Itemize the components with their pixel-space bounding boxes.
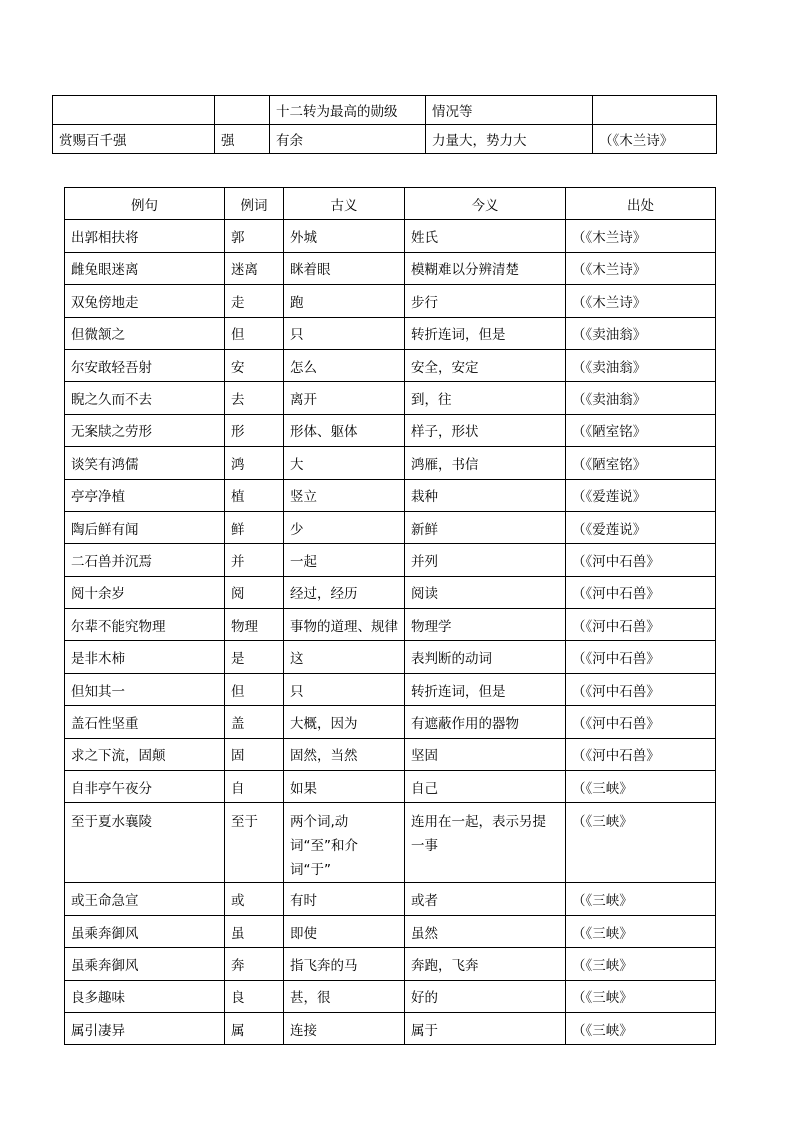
example-sentence-cell: 亭亭净植 (65, 479, 225, 511)
ancient-meaning-cell: 眯着眼 (284, 252, 405, 284)
modern-meaning-cell: 表判断的动词 (405, 641, 566, 673)
modern-meaning-cell: 转折连词，但是 (405, 317, 566, 349)
source-cell: （《河中石兽》 (566, 544, 716, 576)
table-row (65, 317, 716, 349)
source-cell: （《卖油翁》 (566, 317, 716, 349)
source-cell: （《陋室铭》 (566, 414, 716, 446)
table-row (65, 706, 716, 738)
ancient-meaning-cell: 经过，经历 (284, 576, 405, 608)
example-word-cell: 是 (225, 641, 284, 673)
header-example-sentence: 例句 (65, 188, 225, 220)
example-word-cell: 奔 (225, 948, 284, 980)
example-word-cell: 安 (225, 349, 284, 381)
ancient-meaning-cell: 这 (284, 641, 405, 673)
table-row (65, 220, 716, 252)
modern-meaning-cell: 自己 (405, 771, 566, 803)
example-sentence-cell (53, 96, 215, 125)
source-cell: （《河中石兽》 (566, 738, 716, 770)
source-cell: （《木兰诗》 (566, 285, 716, 317)
modern-meaning-cell: 奔跑，飞奔 (405, 948, 566, 980)
example-word-cell: 自 (225, 771, 284, 803)
table-row (65, 479, 716, 511)
top-table-fragment (52, 95, 717, 154)
ancient-meaning-cell: 有余 (270, 125, 426, 154)
modern-meaning-cell: 有遮蔽作用的器物 (405, 706, 566, 738)
ancient-meaning-cell: 少 (284, 511, 405, 543)
source-cell: （《爱莲说》 (566, 511, 716, 543)
table-row (65, 609, 716, 641)
source-cell: （《陋室铭》 (566, 447, 716, 479)
ancient-meaning-cell: 离开 (284, 382, 405, 414)
example-sentence-cell: 陶后鲜有闻 (65, 511, 225, 543)
table-row (65, 349, 716, 381)
ancient-meaning-cell: 事物的道理、规律 (284, 609, 405, 641)
source-cell: （《木兰诗》 (566, 252, 716, 284)
example-sentence-cell: 尔辈不能究物理 (65, 609, 225, 641)
source-cell (593, 96, 717, 125)
table-row (65, 382, 716, 414)
example-word-cell: 盖 (225, 706, 284, 738)
modern-meaning-cell: 模糊难以分辨清楚 (405, 252, 566, 284)
modern-meaning-cell: 物理学 (405, 609, 566, 641)
table-row (65, 883, 716, 915)
modern-meaning-cell: 或者 (405, 883, 566, 915)
example-word-cell (215, 96, 270, 125)
header-ancient-meaning: 古义 (284, 188, 405, 220)
example-sentence-cell: 但知其一 (65, 673, 225, 705)
source-cell: （《三峡》 (566, 883, 716, 915)
ancient-meaning-cell: 有时 (284, 883, 405, 915)
header-row (65, 188, 716, 220)
ancient-meaning-cell: 只 (284, 673, 405, 705)
table-row (65, 673, 716, 705)
modern-meaning-cell: 好的 (405, 980, 566, 1012)
source-cell: （《河中石兽》 (566, 706, 716, 738)
modern-meaning-cell: 安全，安定 (405, 349, 566, 381)
modern-meaning-cell: 阅读 (405, 576, 566, 608)
modern-meaning-cell: 转折连词，但是 (405, 673, 566, 705)
example-sentence-cell: 求之下流，固颠 (65, 738, 225, 770)
example-word-cell: 迷离 (225, 252, 284, 284)
table-row (65, 544, 716, 576)
example-sentence-cell: 盖石性坚重 (65, 706, 225, 738)
modern-meaning-cell: 力量大，势力大 (426, 125, 593, 154)
example-word-cell: 物理 (225, 609, 284, 641)
example-word-cell: 虽 (225, 915, 284, 947)
example-sentence-cell: 虽乘奔御风 (65, 915, 225, 947)
example-word-cell: 去 (225, 382, 284, 414)
example-word-cell: 植 (225, 479, 284, 511)
example-sentence-cell: 或王命急宣 (65, 883, 225, 915)
example-sentence-cell: 双兔傍地走 (65, 285, 225, 317)
modern-meaning-cell: 鸿雁，书信 (405, 447, 566, 479)
example-sentence-cell: 是非木柿 (65, 641, 225, 673)
example-word-cell: 鲜 (225, 511, 284, 543)
example-sentence-cell: 自非亭午夜分 (65, 771, 225, 803)
source-cell: （《河中石兽》 (566, 609, 716, 641)
example-sentence-cell: 无案牍之劳形 (65, 414, 225, 446)
example-word-cell: 阅 (225, 576, 284, 608)
modern-meaning-cell: 并列 (405, 544, 566, 576)
source-cell: （《三峡》 (566, 1012, 716, 1044)
modern-meaning-cell: 连用在一起，表示另提一事 (405, 803, 566, 883)
table-row (65, 641, 716, 673)
ancient-meaning-cell: 大 (284, 447, 405, 479)
example-sentence-cell: 谈笑有鸿儒 (65, 447, 225, 479)
header-modern-meaning: 今义 (405, 188, 566, 220)
example-word-cell: 固 (225, 738, 284, 770)
table-row (65, 803, 716, 883)
example-word-cell: 属 (225, 1012, 284, 1044)
example-word-cell: 或 (225, 883, 284, 915)
example-sentence-cell: 至于夏水襄陵 (65, 803, 225, 883)
source-cell: （《木兰诗》 (566, 220, 716, 252)
ancient-meaning-cell: 外城 (284, 220, 405, 252)
ancient-meaning-cell: 即使 (284, 915, 405, 947)
source-cell: （《木兰诗》 (593, 125, 717, 154)
modern-meaning-cell: 坚固 (405, 738, 566, 770)
header-example-word: 例词 (225, 188, 284, 220)
example-word-cell: 形 (225, 414, 284, 446)
table-row (65, 285, 716, 317)
source-cell: （《河中石兽》 (566, 641, 716, 673)
source-cell: （《河中石兽》 (566, 673, 716, 705)
table-row (65, 511, 716, 543)
table-row (65, 771, 716, 803)
modern-meaning-cell: 栽种 (405, 479, 566, 511)
modern-meaning-cell: 姓氏 (405, 220, 566, 252)
table-row (53, 96, 717, 125)
example-sentence-cell: 虽乘奔御风 (65, 948, 225, 980)
ancient-meaning-cell: 甚，很 (284, 980, 405, 1012)
table-row (65, 447, 716, 479)
source-cell: （《爱莲说》 (566, 479, 716, 511)
ancient-meaning-cell: 竖立 (284, 479, 405, 511)
modern-meaning-cell: 步行 (405, 285, 566, 317)
ancient-meaning-cell: 如果 (284, 771, 405, 803)
source-cell: （《三峡》 (566, 980, 716, 1012)
example-sentence-cell: 雌兔眼迷离 (65, 252, 225, 284)
ancient-meaning-cell: 形体、躯体 (284, 414, 405, 446)
example-word-cell: 但 (225, 317, 284, 349)
ancient-meaning-cell: 大概，因为 (284, 706, 405, 738)
table-row (65, 948, 716, 980)
source-cell: （《卖油翁》 (566, 382, 716, 414)
example-word-cell: 走 (225, 285, 284, 317)
table-row (65, 738, 716, 770)
example-word-cell: 郭 (225, 220, 284, 252)
header-source: 出处 (566, 188, 716, 220)
example-word-cell: 至于 (225, 803, 284, 883)
example-sentence-cell: 属引凄异 (65, 1012, 225, 1044)
example-word-cell: 良 (225, 980, 284, 1012)
ancient-meaning-cell: 指飞奔的马 (284, 948, 405, 980)
ancient-meaning-cell: 只 (284, 317, 405, 349)
source-cell: （《三峡》 (566, 915, 716, 947)
ancient-meaning-cell: 两个词,动词“至”和介词“于” (284, 803, 405, 883)
example-sentence-cell: 赏赐百千强 (53, 125, 215, 154)
ancient-meaning-cell: 十二转为最高的勋级 (270, 96, 426, 125)
classical-words-table (64, 187, 716, 1045)
example-word-cell: 鸿 (225, 447, 284, 479)
modern-meaning-cell: 情况等 (426, 96, 593, 125)
table-row (65, 915, 716, 947)
table-row (65, 414, 716, 446)
example-sentence-cell: 二石兽并沉焉 (65, 544, 225, 576)
modern-meaning-cell: 虽然 (405, 915, 566, 947)
source-cell: （《三峡》 (566, 803, 716, 883)
table-row (53, 125, 717, 154)
table-row (65, 576, 716, 608)
modern-meaning-cell: 属于 (405, 1012, 566, 1044)
example-sentence-cell: 睨之久而不去 (65, 382, 225, 414)
example-word-cell: 并 (225, 544, 284, 576)
modern-meaning-cell: 到，往 (405, 382, 566, 414)
source-cell: （《三峡》 (566, 948, 716, 980)
ancient-meaning-cell: 固然，当然 (284, 738, 405, 770)
modern-meaning-cell: 新鲜 (405, 511, 566, 543)
source-cell: （《卖油翁》 (566, 349, 716, 381)
example-sentence-cell: 尔安敢轻吾射 (65, 349, 225, 381)
example-sentence-cell: 但微颔之 (65, 317, 225, 349)
table-row (65, 1012, 716, 1044)
example-word-cell: 强 (215, 125, 270, 154)
ancient-meaning-cell: 一起 (284, 544, 405, 576)
example-sentence-cell: 出郭相扶将 (65, 220, 225, 252)
table-row (65, 252, 716, 284)
example-sentence-cell: 阅十余岁 (65, 576, 225, 608)
example-word-cell: 但 (225, 673, 284, 705)
ancient-meaning-cell: 连接 (284, 1012, 405, 1044)
table-row (65, 980, 716, 1012)
example-sentence-cell: 良多趣味 (65, 980, 225, 1012)
ancient-meaning-cell: 怎么 (284, 349, 405, 381)
ancient-meaning-cell: 跑 (284, 285, 405, 317)
source-cell: （《河中石兽》 (566, 576, 716, 608)
modern-meaning-cell: 样子，形状 (405, 414, 566, 446)
source-cell: （《三峡》 (566, 771, 716, 803)
